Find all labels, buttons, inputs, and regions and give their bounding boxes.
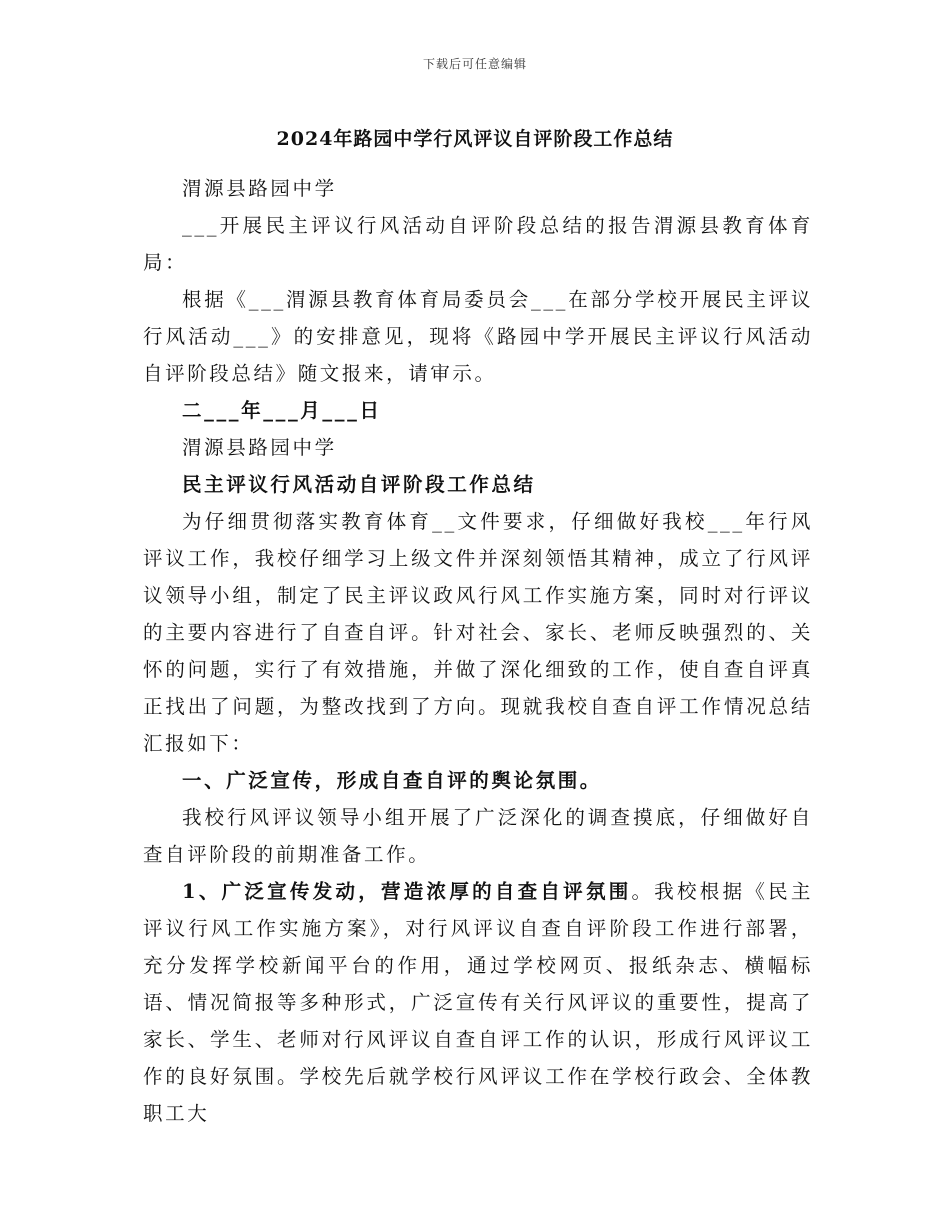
document-body (143, 170, 813, 1132)
heading-one: 一、广泛宣传，形成自查自评的舆论氛围。 (182, 769, 602, 792)
summary-paragraph: 为仔细贯彻落实教育体育__文件要求，仔细做好我校___年行风评议工作，我校仔细学习上级文件并深刻领悟其精神，成立了行风评议领导小组，制定了民主评议政风行风工作实施方案，同时对行评议的主要内容进行了自查自评。针对社会、家长、老师反映强烈的、关怀的问题，实行了有效措施，并做了深化细致的工作，使自查自评真正找出了问题，为整改找到了方向。现就我校自查自评工作情况总结汇报如下： (143, 510, 813, 755)
item-one-lead: 1、广泛宣传发动，营造浓厚的自查自评氛围 (182, 880, 632, 903)
report-heading-line: ___开展民主评议行风活动自评阶段总结的报告渭源县教育体育局： (143, 214, 813, 274)
item-one-paragraph (143, 873, 813, 1132)
section-title: 民主评议行风活动自评阶段工作总结 (182, 473, 536, 496)
report-intro-paragraph: 根据《___渭源县教育体育局委员会___在部分学校开展民主评议行风活动___》的安排意见，现将《路园中学开展民主评议行风活动自评阶段总结》随文报来，请审示。 (143, 288, 813, 385)
header-note: 下载后可任意编辑 (422, 57, 527, 71)
document-title: 2024年路园中学行风评议自评阶段工作总结 (276, 128, 674, 150)
date-line: 二___年___月___日 (182, 399, 382, 422)
item-one-text: 。我校根据《民主评议行风工作实施方案》，对行风评议自查自评阶段工作进行部署，充分发挥学校新闻平台的作用，通过学校网页、报纸杂志、横幅标语、情况简报等多种形式，广泛宣传有关行风评议的重要性，提高了家长、学生、老师对行风评议自查自评工作的认识，形成行风评议工作的良好氛围。学校先后就学校行风评议工作在学校行政会、全体教职工大 (143, 880, 813, 1125)
heading-one-paragraph: 我校行风评议领导小组开展了广泛深化的调查摸底，仔细做好自查自评阶段的前期准备工作。 (143, 806, 813, 866)
school-name-line: 渭源县路园中学 (182, 177, 337, 200)
school-name-line-2: 渭源县路园中学 (182, 436, 337, 459)
